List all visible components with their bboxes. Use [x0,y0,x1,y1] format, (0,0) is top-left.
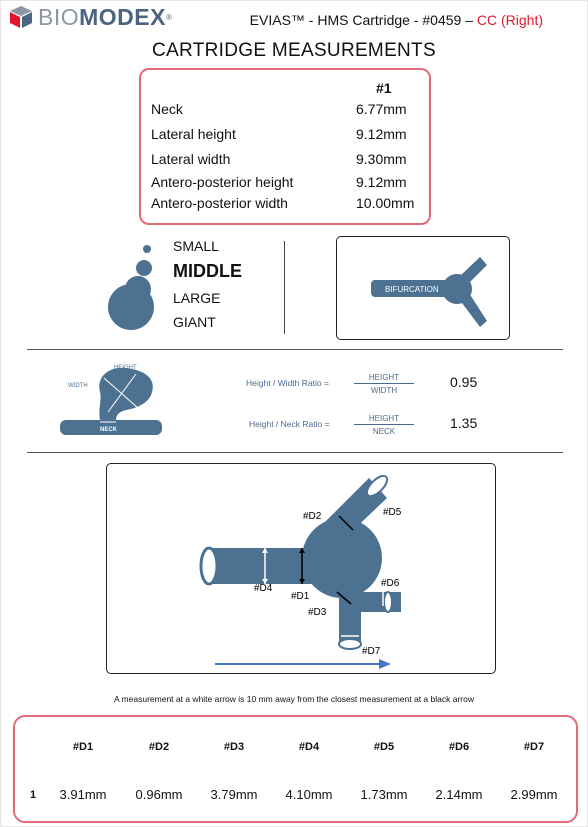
ratio-label-height-neck: Height / Neck Ratio = [249,419,330,429]
measurement-value: 9.12mm [356,126,407,142]
size-middle-selected: MIDDLE [173,261,242,281]
table-cell-d5: 1.73mm [360,787,408,802]
table-cell-d6: 2.14mm [435,787,483,802]
label-d2: #D2 [303,511,322,522]
measurement-value: 9.12mm [356,174,407,190]
ratio-denominator: WIDTH [370,386,398,395]
table-row-id: 1 [30,789,37,801]
diagram-label-neck: NECK [100,427,118,433]
ratio-label-height-width: Height / Width Ratio = [246,378,329,388]
label-d5: #D5 [383,507,402,518]
biomodex-logo [8,3,172,31]
horizontal-divider [27,452,563,453]
logo-text-bio: BIO [38,3,80,30]
aneurysm-size-circles-icon [104,242,156,332]
page-title: CARTRIDGE MEASUREMENTS [152,40,436,61]
label-d7: #D7 [362,646,381,657]
ratio-value-height-neck: 1.35 [450,415,478,431]
table-header-d7: #D7 [523,741,545,753]
logo-text-modex: MODEX [79,3,166,30]
ratio-denominator: NECK [372,427,396,436]
ratio-numerator: HEIGHT [368,373,400,382]
diameter-table-box [13,715,578,823]
section-divider [284,241,285,334]
size-large: LARGE [173,290,221,306]
measurement-note: A measurement at a white arrow is 10 mm away from the closest measurement at a black arrow [114,694,474,704]
size-giant: GIANT [173,314,216,330]
measurement-label: Neck [151,101,183,117]
table-header-d1: #D1 [72,741,94,753]
table-cell-d2: 0.96mm [135,787,183,802]
ratio-numerator: HEIGHT [368,414,400,423]
ratio-value-height-width: 0.95 [450,374,478,390]
fraction-line [354,424,414,425]
horizontal-divider [27,349,563,350]
table-header-d2: #D2 [148,741,170,753]
diagram-label-width: WIDTH [68,383,88,389]
measurement-label: Lateral width [151,151,231,167]
header-title-side: CC (Right) [476,12,543,28]
header-title [250,12,543,28]
label-d4: #D4 [254,583,273,594]
label-d1: #D1 [291,591,310,602]
logo-registered-mark: ® [165,12,172,22]
aneurysm-geometry-diagram [60,360,170,440]
table-cell-d1: 3.91mm [59,787,107,802]
measurement-value: 6.77mm [356,101,407,117]
diagram-label-height: HEIGHT [114,365,137,371]
table-cell-d7: 2.99mm [510,787,558,802]
table-header-d3: #D3 [223,741,245,753]
bifurcation-box [336,236,510,340]
table-cell-d4: 4.10mm [285,787,333,802]
label-d3: #D3 [308,607,327,618]
logo-cube-icon [8,5,34,29]
table-header-d4: #D4 [298,741,320,753]
table-header-d5: #D5 [373,741,395,753]
bifurcation-label: BIFURCATION [385,285,439,294]
bifurcation-diagram [337,237,511,341]
vessel-diagram [107,464,497,675]
size-small: SMALL [173,238,219,254]
vessel-diagram-box [106,463,496,674]
measurements-column-header: #1 [376,80,392,96]
measurement-label: Antero-posterior width [151,195,288,211]
measurement-value: 10.00mm [356,195,415,211]
fraction-line [354,383,414,384]
measurement-label: Lateral height [151,126,236,142]
flow-direction-arrow-icon [379,659,391,669]
label-d6: #D6 [381,578,400,589]
header-title-main: EVIAS™ - HMS Cartridge - #0459 – [249,12,477,28]
measurement-label: Antero-posterior height [151,174,294,190]
measurement-value: 9.30mm [356,151,407,167]
table-header-d6: #D6 [448,741,470,753]
table-cell-d3: 3.79mm [210,787,258,802]
